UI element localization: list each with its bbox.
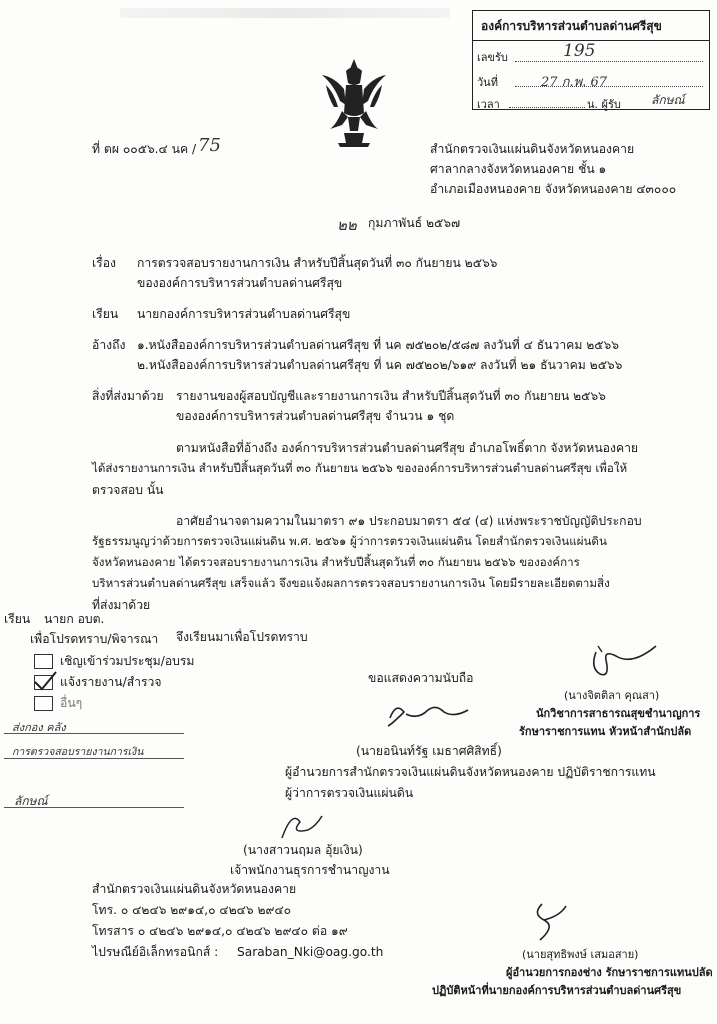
note-3-line bbox=[4, 807, 184, 808]
body-p1-line-2: ได้ส่งรายงานการเงิน สำหรับปีสิ้นสุดวันที่ ๓๐ กันยายน ๒๕๖๖ ขององค์การบริหารส่วนตำบลด่านศรีสุข เพื่อให้ bbox=[92, 461, 628, 475]
side-note-title-2: รักษาราชการแทน หัวหน้าสำนักปลัด bbox=[519, 725, 692, 738]
checkmark-icon bbox=[32, 670, 58, 692]
subject-line-1: การตรวจสอบรายงานการเงิน สำหรับปีสิ้นสุดวันที่ ๓๐ กันยายน ๒๕๖๖ bbox=[137, 256, 498, 270]
routing-purpose: เพื่อโปรดทราบ/พิจารณา bbox=[30, 632, 159, 646]
to-text: นายกองค์การบริหารส่วนตำบลด่านศรีสุข bbox=[137, 307, 351, 321]
enclosure-label: สิ่งที่ส่งมาด้วย bbox=[92, 389, 164, 403]
routing-note-1: ส่งกอง คลัง bbox=[12, 721, 66, 734]
refs-label: อ้างถึง bbox=[92, 338, 126, 352]
body-p2-line-2: รัฐธรรมนูญว่าด้วยการตรวจเงินแผ่นดิน พ.ศ. ๒๕๖๑ ผู้ว่าการตรวจเงินแผ่นดิน โดยสำนักตรวจเงินแผ่นดิน bbox=[92, 534, 607, 548]
body-p1-line-1: ตามหนังสือที่อ้างถึง องค์การบริหารส่วนตำบลด่านศรีสุข อำเภอโพธิ์ตาก จังหวัดหนองคาย bbox=[176, 441, 639, 455]
deputy-signature bbox=[520, 900, 580, 944]
subject-label: เรื่อง bbox=[92, 256, 116, 270]
option-meeting-checkbox bbox=[34, 654, 53, 669]
director-title-2: ผู้ว่าการตรวจเงินแผ่นดิน bbox=[285, 786, 414, 800]
clerk-title: เจ้าพนักงานธุรการชำนาญงาน bbox=[230, 863, 390, 877]
stamp-receiver: ลักษณ์ bbox=[651, 93, 685, 107]
option-other-label: อื่นๆ bbox=[60, 696, 83, 710]
side-signature bbox=[576, 638, 662, 688]
stamp-time-line bbox=[509, 107, 585, 108]
body-p1-line-3: ตรวจสอบ นั้น bbox=[92, 483, 164, 497]
sender-line-3: อำเภอเมืองหนองคาย จังหวัดหนองคาย ๔๓๐๐๐ bbox=[430, 182, 677, 196]
subject-line-2: ขององค์การบริหารส่วนตำบลด่านศรีสุข bbox=[137, 276, 343, 290]
routing-to-value: นายก อบต. bbox=[44, 612, 105, 626]
stamp-no-line bbox=[515, 61, 703, 62]
refs-line-2: ๒.หนังสือองค์การบริหารส่วนตำบลด่านศรีสุข ที่ นค ๗๕๒๐๒/๖๑๙ ลงวันที่ ๒๑ ธันวาคม ๒๕๖๖ bbox=[137, 358, 623, 372]
option-report-label: แจ้งรายงาน/สำรวจ bbox=[60, 675, 162, 689]
document-date: กุมภาพันธ์ ๒๕๖๗ bbox=[368, 216, 461, 230]
sender-line-1: สำนักตรวจเงินแผ่นดินจังหวัดหนองคาย bbox=[430, 142, 635, 156]
stamp-time-label: เวลา bbox=[477, 98, 500, 111]
director-title-1: ผู้อำนวยการสำนักตรวจเงินแผ่นดินจังหวัดหนองคาย ปฏิบัติราชการแทน bbox=[285, 765, 656, 779]
stamp-no-value: 195 bbox=[563, 41, 596, 61]
routing-note-2: การตรวจสอบรายงานการเงิน bbox=[12, 746, 144, 758]
contact-tel: โทร. ๐ ๔๒๔๖ ๒๙๑๔,๐ ๔๒๔๖ ๒๙๔๐ bbox=[92, 903, 292, 917]
option-meeting-label: เชิญเข้าร่วมประชุม/อบรม bbox=[60, 654, 195, 668]
stamp-date-label: วันที่ bbox=[477, 76, 498, 89]
body-p2-line-1: อาศัยอำนาจตามความในมาตรา ๙๑ ประกอบมาตรา ๕๔ (๔) แห่งพระราชบัญญัติประกอบ bbox=[176, 514, 642, 528]
sender-line-2: ศาลากลางจังหวัดหนองคาย ชั้น ๑ bbox=[430, 162, 607, 176]
note-2-line bbox=[4, 758, 184, 759]
body-p2-line-5: ที่ส่งมาด้วย bbox=[92, 598, 151, 612]
stamp-org: องค์การบริหารส่วนตำบลด่านศรีสุข bbox=[481, 19, 662, 33]
regards-text: ขอแสดงความนับถือ bbox=[368, 671, 474, 685]
body-p2-line-4: บริหารส่วนตำบลด่านศรีสุข เสร็จแล้ว จึงขอแจ้งผลการตรวจสอบรายงานการเงิน โดยมีรายละเอียดตามสิ่ง bbox=[92, 576, 610, 590]
scan-artifact bbox=[120, 8, 450, 18]
closing-text: จึงเรียนมาเพื่อโปรดทราบ bbox=[176, 630, 308, 644]
body-p2-line-3: จังหวัดหนองคาย ได้ตรวจสอบรายงานการเงิน สำหรับปีสิ้นสุดวันที่ ๓๐ กันยายน ๒๕๖๖ ขององค์การ bbox=[92, 555, 580, 569]
clerk-name: (นางสาวนฤมล อุ้ยเงิน) bbox=[243, 843, 363, 857]
enclosure-line-2: ขององค์การบริหารส่วนตำบลด่านศรีสุข จำนวน ๑ ชุด bbox=[176, 409, 455, 423]
director-signature bbox=[382, 696, 472, 730]
contact-email: Saraban_Nki@oag.go.th bbox=[237, 945, 384, 959]
receiving-stamp bbox=[472, 10, 710, 110]
deputy-name: (นายสุทธิพงษ์ เสมอสาย) bbox=[522, 948, 639, 961]
clerk-signature bbox=[272, 808, 332, 844]
garuda-emblem-icon bbox=[316, 55, 392, 151]
note-1-line bbox=[4, 733, 184, 734]
side-note-title-1: นักวิชาการสาธารณสุขชำนาญการ bbox=[536, 707, 701, 720]
to-label: เรียน bbox=[92, 307, 119, 321]
contact-email-label: ไปรษณีย์อิเล็กทรอนิกส์ : bbox=[92, 945, 219, 959]
stamp-date-value: 27 ก.พ. 67 bbox=[541, 75, 608, 90]
contact-office: สำนักตรวจเงินแผ่นดินจังหวัดหนองคาย bbox=[92, 882, 297, 896]
deputy-title-2: ปฏิบัติหน้าที่นายกองค์การบริหารส่วนตำบลด่านศรีสุข bbox=[432, 984, 682, 997]
side-note-name: (นางจิตติลา คุณสา) bbox=[564, 689, 660, 702]
director-name: (นายอนินท์รัฐ เมธาศศิสิทธิ์) bbox=[356, 744, 502, 758]
stamp-no-label: เลขรับ bbox=[477, 51, 508, 64]
refs-line-1: ๑.หนังสือองค์การบริหารส่วนตำบลด่านศรีสุข ที่ นค ๗๕๒๐๒/๕๘๗ ลงวันที่ ๔ ธันวาคม ๒๕๖๖ bbox=[137, 338, 619, 352]
reference-number-handwritten: 75 bbox=[198, 135, 221, 156]
routing-to-label: เรียน bbox=[4, 612, 31, 626]
enclosure-line-1: รายงานของผู้สอบบัญชีและรายงานการเงิน สำหรับปีสิ้นสุดวันที่ ๓๐ กันยายน ๒๕๖๖ bbox=[176, 389, 606, 403]
stamp-time-suffix: น. ผู้รับ bbox=[587, 98, 621, 111]
routing-note-3: ลักษณ์ bbox=[14, 794, 48, 808]
reference-number: ที่ ตผ ๐๐๕๖.๔ นค / bbox=[92, 142, 197, 156]
deputy-title-1: ผู้อำนวยการกองช่าง รักษาราชการแทนปลัด bbox=[506, 966, 713, 979]
option-other-checkbox bbox=[34, 696, 53, 711]
contact-fax: โทรสาร ๐ ๔๒๔๖ ๒๙๑๔,๐ ๔๒๔๖ ๒๙๔๐ ต่อ ๑๙ bbox=[92, 924, 348, 938]
date-day-handwritten: ๒๒ bbox=[337, 216, 357, 234]
